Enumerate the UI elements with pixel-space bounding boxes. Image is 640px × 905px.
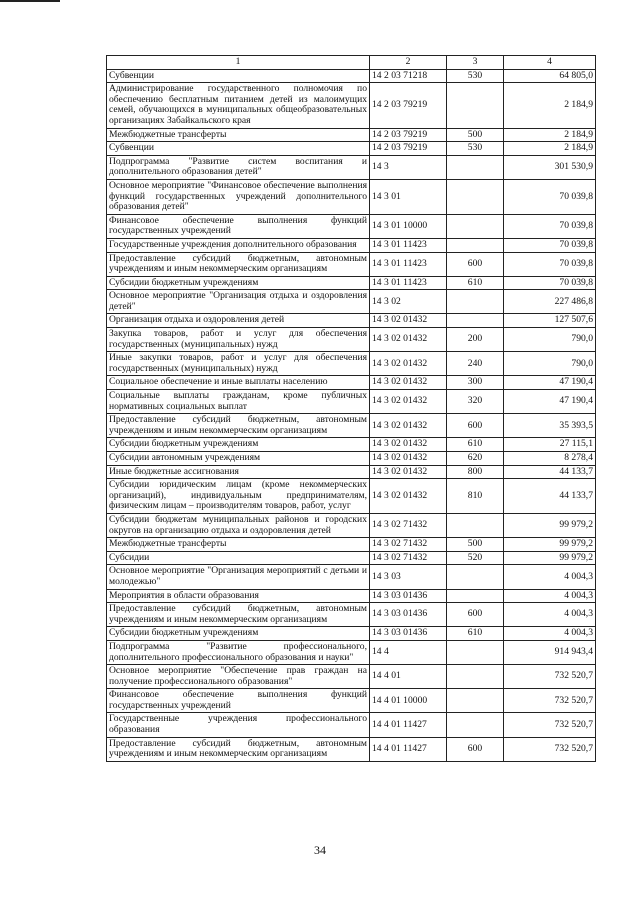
row-name: Основное мероприятие "Организация отдыха и оздоровления детей": [107, 290, 370, 314]
table-row: [107, 665, 596, 689]
row-name: Субсидии бюджетным учреждениям: [107, 438, 370, 452]
table-row: [107, 155, 596, 179]
row-expense-type: 600: [447, 737, 504, 761]
row-name: Субсидии автономным учреждениям: [107, 452, 370, 466]
row-name: Иные закупки товаров, работ и услуг для обеспечения государственных (муниципальных) нужд: [107, 352, 370, 376]
top-rule: [0, 0, 60, 2]
row-name: Социальные выплаты гражданам, кроме публичных нормативных социальных выплат: [107, 390, 370, 414]
row-name: Предоставление субсидий бюджетным, автономным учреждениям и иным некоммерческим организациям: [107, 603, 370, 627]
table-row: [107, 589, 596, 603]
row-code: 14 3 03 01436: [370, 589, 447, 603]
row-expense-type: 610: [447, 627, 504, 641]
header-col-1: 1: [107, 56, 370, 70]
row-expense-type: 530: [447, 142, 504, 156]
row-amount: 732 520,7: [504, 689, 596, 713]
row-amount: 914 943,4: [504, 640, 596, 664]
row-name: Субсидии бюджетам муниципальных районов и городских округов на организацию отдыха и оздоровления детей: [107, 513, 370, 537]
row-code: 14 4 01 11427: [370, 713, 447, 737]
row-amount: 732 520,7: [504, 665, 596, 689]
table-row: [107, 627, 596, 641]
row-name: Межбюджетные трансферты: [107, 538, 370, 552]
row-name: Субвенции: [107, 142, 370, 156]
row-amount: 70 039,8: [504, 276, 596, 290]
row-expense-type: 520: [447, 551, 504, 565]
row-expense-type: [447, 665, 504, 689]
row-name: Субсидии бюджетным учреждениям: [107, 276, 370, 290]
table-row: [107, 142, 596, 156]
row-code: 14 3 02: [370, 290, 447, 314]
row-amount: 47 190,4: [504, 390, 596, 414]
row-amount: 70 039,8: [504, 252, 596, 276]
row-code: 14 3 02 01432: [370, 479, 447, 514]
row-name: Субсидии: [107, 551, 370, 565]
row-name: Финансовое обеспечение выполнения функций государственных учреждений: [107, 214, 370, 238]
table-row: [107, 414, 596, 438]
table-row: [107, 713, 596, 737]
row-amount: 99 979,2: [504, 513, 596, 537]
row-amount: 4 004,3: [504, 589, 596, 603]
row-name: Организация отдыха и оздоровления детей: [107, 314, 370, 328]
row-code: 14 3 02 01432: [370, 328, 447, 352]
row-amount: 4 004,3: [504, 565, 596, 589]
table-row: [107, 390, 596, 414]
row-code: 14 3 01 11423: [370, 238, 447, 252]
table-row: [107, 737, 596, 761]
row-expense-type: 800: [447, 465, 504, 479]
header-row: [107, 56, 596, 70]
row-code: 14 2 03 71218: [370, 69, 447, 83]
row-name: Предоставление субсидий бюджетным, автономным учреждениям и иным некоммерческим организациям: [107, 414, 370, 438]
table-row: [107, 83, 596, 128]
row-code: 14 3 01 11423: [370, 252, 447, 276]
row-amount: 47 190,4: [504, 376, 596, 390]
row-name: Финансовое обеспечение выполнения функций государственных учреждений: [107, 689, 370, 713]
row-name: Основное мероприятие "Финансовое обеспечение выполнения функций государственных учреждений дополнительного образования детей": [107, 179, 370, 214]
row-code: 14 2 03 79219: [370, 142, 447, 156]
row-expense-type: 300: [447, 376, 504, 390]
row-code: 14 3 02 71432: [370, 551, 447, 565]
table-row: [107, 513, 596, 537]
row-expense-type: 600: [447, 252, 504, 276]
row-amount: 99 979,2: [504, 538, 596, 552]
table-row: [107, 328, 596, 352]
row-name: Предоставление субсидий бюджетным, автономным учреждениям и иным некоммерческим организациям: [107, 737, 370, 761]
table-row: [107, 352, 596, 376]
row-expense-type: 200: [447, 328, 504, 352]
table-row: [107, 276, 596, 290]
table-row: [107, 689, 596, 713]
row-amount: 35 393,5: [504, 414, 596, 438]
row-expense-type: 240: [447, 352, 504, 376]
row-code: 14 3 02 01432: [370, 414, 447, 438]
row-expense-type: [447, 589, 504, 603]
row-expense-type: 600: [447, 414, 504, 438]
row-expense-type: 320: [447, 390, 504, 414]
page-number: 34: [314, 843, 326, 857]
row-expense-type: [447, 83, 504, 128]
table-row: [107, 179, 596, 214]
table-row: [107, 603, 596, 627]
row-amount: 27 115,1: [504, 438, 596, 452]
row-amount: 44 133,7: [504, 479, 596, 514]
row-amount: 99 979,2: [504, 551, 596, 565]
row-amount: 227 486,8: [504, 290, 596, 314]
row-amount: 2 184,9: [504, 142, 596, 156]
row-name: Подпрограмма "Развитие профессионального, дополнительного профессионального образования и науки": [107, 640, 370, 664]
row-code: 14 3 02 71432: [370, 513, 447, 537]
row-expense-type: 620: [447, 452, 504, 466]
row-expense-type: 810: [447, 479, 504, 514]
row-amount: 44 133,7: [504, 465, 596, 479]
row-amount: 64 805,0: [504, 69, 596, 83]
row-amount: 790,0: [504, 352, 596, 376]
header-col-4: 4: [504, 56, 596, 70]
row-amount: 2 184,9: [504, 128, 596, 142]
row-expense-type: [447, 214, 504, 238]
row-name: Социальное обеспечение и иные выплаты населению: [107, 376, 370, 390]
row-amount: 127 507,6: [504, 314, 596, 328]
table-row: [107, 479, 596, 514]
table-row: [107, 376, 596, 390]
row-name: Основное мероприятие "Обеспечение прав граждан на получение профессионального образования": [107, 665, 370, 689]
row-amount: 2 184,9: [504, 83, 596, 128]
row-name: Закупка товаров, работ и услуг для обеспечения государственных (муниципальных) нужд: [107, 328, 370, 352]
row-code: 14 3 02 01432: [370, 352, 447, 376]
row-amount: 70 039,8: [504, 214, 596, 238]
row-amount: 70 039,8: [504, 238, 596, 252]
table-row: [107, 69, 596, 83]
row-code: 14 3 02 01432: [370, 376, 447, 390]
row-name: Субвенции: [107, 69, 370, 83]
row-code: 14 4 01 10000: [370, 689, 447, 713]
row-name: Администрирование государственного полномочия по обеспечению бесплатным питанием детей из малоимущих семей, обучающихся в муниципальных общеобразовательных организациях Забайкальского края: [107, 83, 370, 128]
row-code: 14 3 03 01436: [370, 603, 447, 627]
row-expense-type: [447, 565, 504, 589]
table-row: [107, 128, 596, 142]
row-name: Субсидии бюджетным учреждениям: [107, 627, 370, 641]
table-row: [107, 214, 596, 238]
row-expense-type: [447, 513, 504, 537]
row-amount: 732 520,7: [504, 713, 596, 737]
row-expense-type: [447, 290, 504, 314]
row-amount: 8 278,4: [504, 452, 596, 466]
row-name: Иные бюджетные ассигнования: [107, 465, 370, 479]
row-code: 14 3 02 01432: [370, 314, 447, 328]
row-expense-type: 610: [447, 276, 504, 290]
row-name: Государственные учреждения дополнительного образования: [107, 238, 370, 252]
row-code: 14 3 01 10000: [370, 214, 447, 238]
row-code: 14 3 02 01432: [370, 438, 447, 452]
table-row: [107, 238, 596, 252]
row-expense-type: 530: [447, 69, 504, 83]
row-name: Основное мероприятие "Организация мероприятий с детьми и молодежью": [107, 565, 370, 589]
row-amount: 790,0: [504, 328, 596, 352]
budget-table: [106, 55, 596, 762]
row-code: 14 3 02 01432: [370, 452, 447, 466]
table-row: [107, 314, 596, 328]
row-code: 14 3: [370, 155, 447, 179]
table-row: [107, 438, 596, 452]
header-col-3: 3: [447, 56, 504, 70]
row-code: 14 3 02 01432: [370, 390, 447, 414]
row-expense-type: [447, 155, 504, 179]
table-row: [107, 640, 596, 664]
row-name: Предоставление субсидий бюджетным, автономным учреждениям и иным некоммерческим организациям: [107, 252, 370, 276]
row-amount: 4 004,3: [504, 627, 596, 641]
row-name: Межбюджетные трансферты: [107, 128, 370, 142]
row-code: 14 2 03 79219: [370, 128, 447, 142]
table-row: [107, 551, 596, 565]
table-row: [107, 452, 596, 466]
row-code: 14 3 03 01436: [370, 627, 447, 641]
row-name: Государственные учреждения профессионального образования: [107, 713, 370, 737]
row-code: 14 4 01 11427: [370, 737, 447, 761]
row-name: Субсидии юридическим лицам (кроме некоммерческих организаций), индивидуальным предпринимателям, физическим лицам – производителям товаров, работ, услуг: [107, 479, 370, 514]
row-expense-type: [447, 179, 504, 214]
row-code: 14 3 03: [370, 565, 447, 589]
table-row: [107, 252, 596, 276]
row-expense-type: 500: [447, 538, 504, 552]
row-amount: 4 004,3: [504, 603, 596, 627]
row-amount: 70 039,8: [504, 179, 596, 214]
row-code: 14 3 01: [370, 179, 447, 214]
table-row: [107, 290, 596, 314]
row-expense-type: [447, 238, 504, 252]
row-code: 14 2 03 79219: [370, 83, 447, 128]
row-code: 14 4: [370, 640, 447, 664]
row-amount: 732 520,7: [504, 737, 596, 761]
table-row: [107, 538, 596, 552]
row-name: Подпрограмма "Развитие систем воспитания и дополнительного образования детей": [107, 155, 370, 179]
row-code: 14 3 02 01432: [370, 465, 447, 479]
table-row: [107, 465, 596, 479]
table-row: [107, 565, 596, 589]
row-expense-type: 600: [447, 603, 504, 627]
row-expense-type: 500: [447, 128, 504, 142]
row-expense-type: [447, 314, 504, 328]
row-expense-type: 610: [447, 438, 504, 452]
row-amount: 301 530,9: [504, 155, 596, 179]
row-name: Мероприятия в области образования: [107, 589, 370, 603]
row-expense-type: [447, 713, 504, 737]
row-expense-type: [447, 689, 504, 713]
header-col-2: 2: [370, 56, 447, 70]
row-code: 14 4 01: [370, 665, 447, 689]
row-code: 14 3 01 11423: [370, 276, 447, 290]
row-code: 14 3 02 71432: [370, 538, 447, 552]
row-expense-type: [447, 640, 504, 664]
